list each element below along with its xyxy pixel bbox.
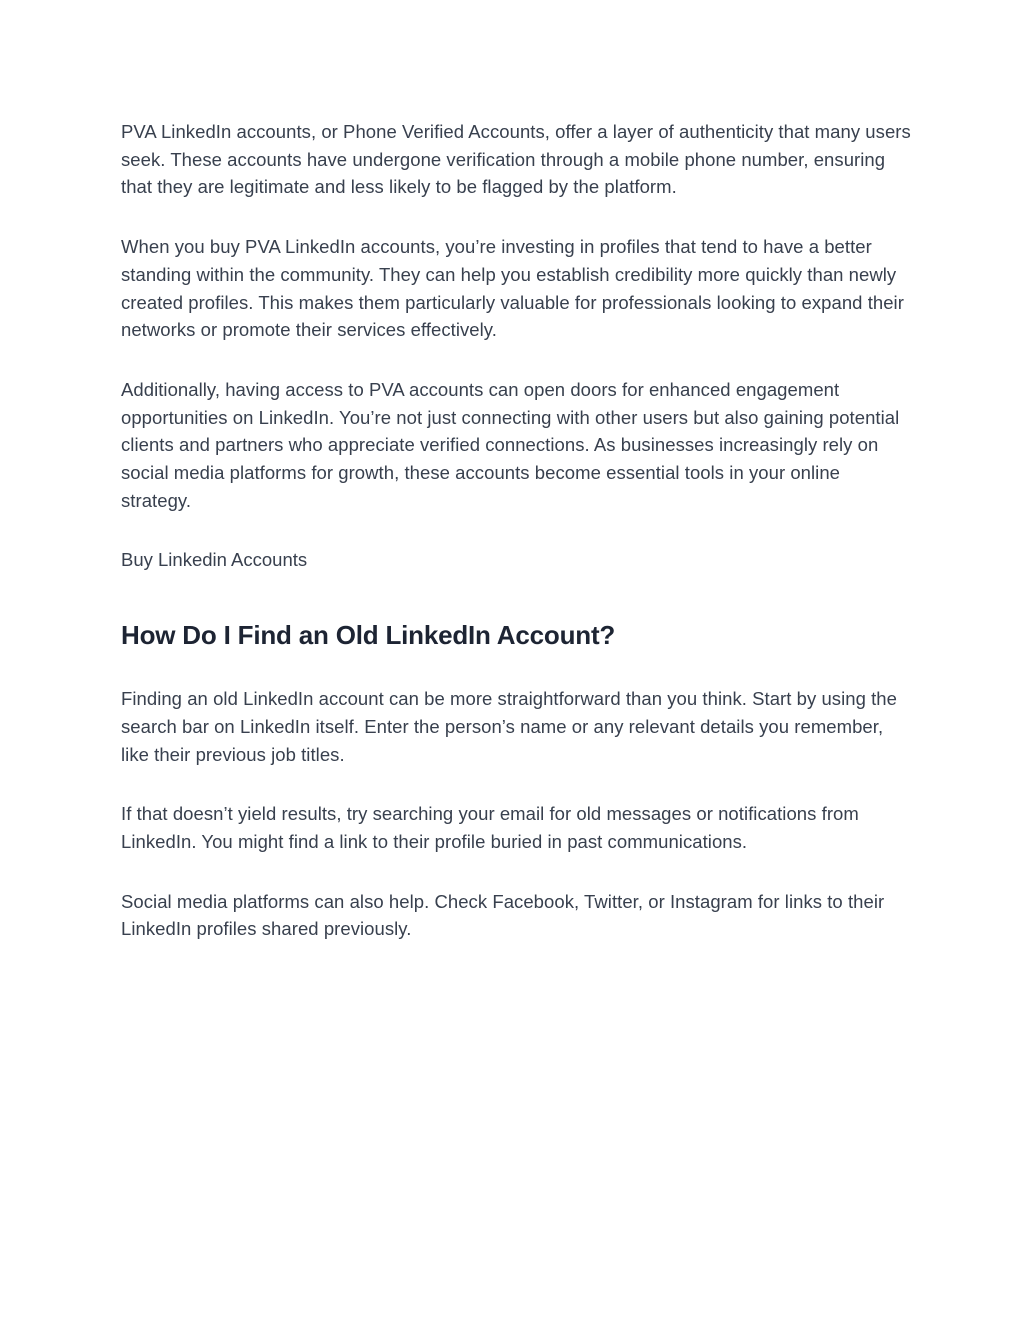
document-page [121,118,911,975]
paragraph-pva-benefits: When you buy PVA LinkedIn accounts, you’re investing in profiles that tend to have a better standing within the community. They can help you establish credibility more quickly than newly created profiles. This makes them particularly valuable for professionals looking to expand their networks or promote their services effectively. [121,236,904,341]
section-heading: How Do I Find an Old LinkedIn Account? [121,620,616,651]
buy-linkedin-accounts-text: Buy Linkedin Accounts [121,549,308,571]
paragraph-find-social: Social media platforms can also help. Check Facebook, Twitter, or Instagram for links to their LinkedIn profiles shared previously. [121,890,885,940]
paragraph-find-search: Finding an old LinkedIn account can be more straightforward than you think. Start by using the search bar on LinkedIn itself. Enter the person’s name or any relevant details you remember, like their previous job titles. [121,688,897,765]
paragraph-find-email: If that doesn’t yield results, try searching your email for old messages or notifications from LinkedIn. You might find a link to their profile buried in past communications. [121,803,859,852]
paragraph-pva-engagement: Additionally, having access to PVA accounts can open doors for enhanced engagement opportunities on LinkedIn. You’re not just connecting with other users but also gaining potential clients and partners who appreciate verified connections. As businesses increasingly rely on social media platforms for growth, these accounts become essential tools in your online strategy. [121,378,900,511]
paragraph-pva-intro: PVA LinkedIn accounts, or Phone Verified Accounts, offer a layer of authenticity that many users seek. These accounts have undergone verification through a mobile phone number, ensuring that they are legitimate and less likely to be flagged by the platform. [121,121,911,198]
